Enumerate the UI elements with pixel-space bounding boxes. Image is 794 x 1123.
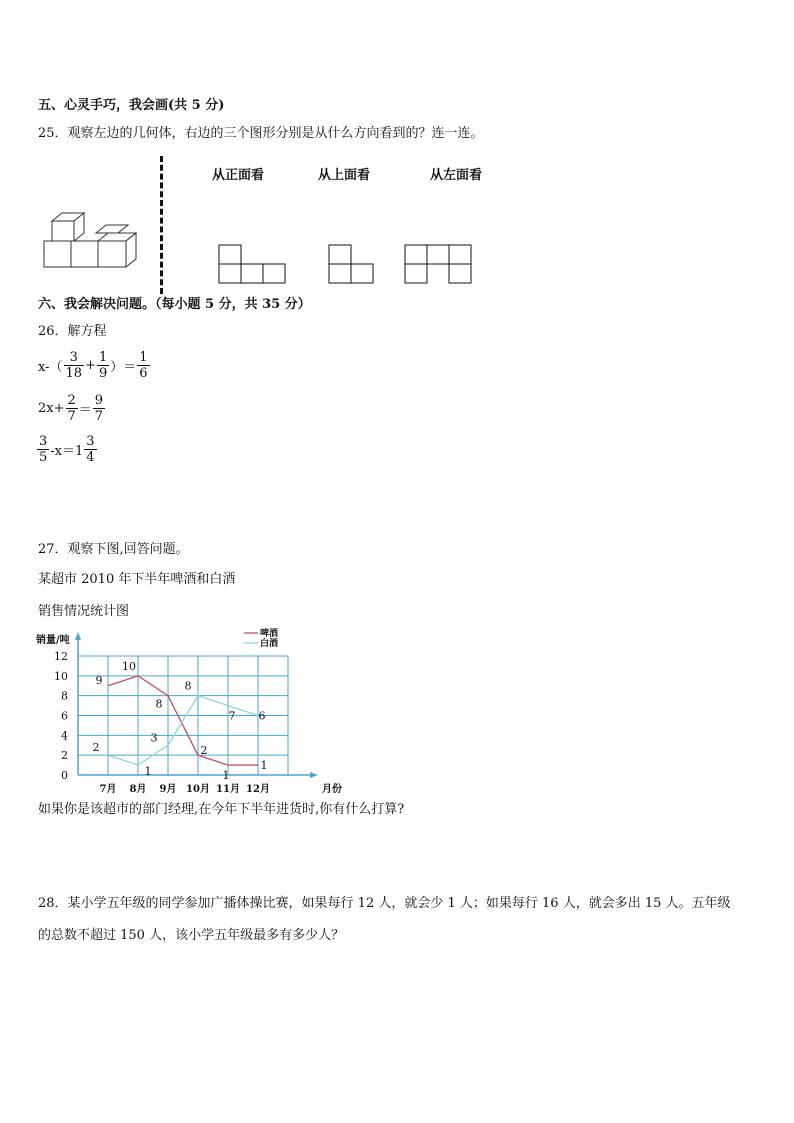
equation-1	[38, 350, 151, 381]
chart-title-line-2: 销售情况统计图	[38, 604, 130, 619]
eq3-mid: -x＝1	[50, 444, 84, 459]
y-tick-label: 0	[61, 769, 68, 782]
data-label: 7	[228, 709, 236, 723]
y-tick-label: 2	[61, 749, 68, 763]
front-view-label: 从正面看	[212, 168, 265, 183]
question-27: 27．观察下图,回答问题。	[38, 542, 189, 557]
data-label: 1	[144, 765, 152, 779]
eq1-prefix: x-（	[38, 360, 63, 375]
data-label: 8	[155, 697, 163, 711]
question-28-line-2: 的总数不超过 150 人，该小学五年级最多有多少人？	[38, 928, 345, 943]
dashed-divider	[160, 156, 163, 294]
cube-solid-figure	[40, 208, 140, 270]
top-view-label: 从上面看	[318, 168, 371, 183]
eq2-prefix: 2x+	[38, 401, 65, 416]
eq2-mid: ＝	[78, 403, 92, 418]
fraction: $\frac{1}{6}$	[139, 350, 148, 381]
y-tick-label: 4	[61, 729, 68, 743]
line-chart	[30, 628, 342, 798]
fraction: $\frac{3}{5}$	[39, 434, 48, 465]
data-label: 3	[150, 731, 158, 745]
eq1-plus: +	[85, 358, 96, 373]
fraction: $\frac{9}{7}$	[94, 393, 104, 424]
section6-heading: 六、我会解决问题。（每小题 5 分，共 35 分）	[38, 297, 311, 312]
x-tick-label: 10月	[186, 784, 210, 795]
view-shape-2	[328, 244, 378, 284]
chart-title-line-1: 某超市 2010 年下半年啤酒和白酒	[38, 572, 236, 587]
data-label: 2	[200, 744, 208, 758]
view-shape-3	[404, 244, 476, 284]
y-tick-label: 8	[61, 689, 68, 703]
eq1-mid: ）＝	[110, 360, 137, 375]
x-axis-arrow	[310, 772, 318, 778]
data-label: 9	[95, 673, 103, 687]
fraction: $\frac{1}{9}$	[98, 350, 108, 381]
fraction: $\frac{3}{18}$	[65, 350, 83, 381]
y-tick-label: 10	[54, 669, 68, 683]
data-label: 2	[92, 741, 100, 755]
question-28-line-1: 28．某小学五年级的同学参加广播体操比赛，如果每行 12 人，就会少 1 人；如果每行 16 人，就会多出 15 人。五年级	[38, 896, 731, 911]
legend-label: 啤酒	[260, 629, 279, 639]
data-label: 1	[260, 759, 268, 773]
data-label: 6	[258, 709, 266, 723]
equation-3	[36, 434, 98, 465]
question-26: 26．解方程	[38, 324, 107, 339]
x-tick-label: 7月	[99, 784, 117, 795]
data-label: 1	[222, 769, 230, 783]
fraction: $\frac{2}{7}$	[67, 393, 76, 424]
x-axis-label: 月份	[322, 784, 342, 795]
left-view-label: 从左面看	[430, 168, 483, 183]
y-axis-label: 销量/吨	[36, 635, 70, 646]
y-axis-arrow	[75, 632, 81, 640]
equation-2	[38, 393, 106, 424]
view-shape-1	[218, 244, 290, 284]
question-25: 25．观察左边的几何体，右边的三个图形分别是从什么方向看到的？连一连。	[38, 126, 484, 141]
x-tick-label: 9月	[159, 784, 177, 795]
x-tick-label: 12月	[246, 784, 270, 795]
legend-label: 白酒	[260, 639, 279, 649]
data-label: 8	[184, 679, 192, 693]
x-tick-label: 8月	[129, 784, 147, 795]
x-tick-label: 11月	[216, 784, 240, 795]
y-tick-label: 6	[61, 709, 68, 723]
question-27-prompt: 如果你是该超市的部门经理,在今年下半年进货时,你有什么打算?	[38, 802, 405, 817]
section5-heading: 五、心灵手巧，我会画(共 5 分)	[38, 98, 225, 113]
fraction: $\frac{3}{4}$	[86, 434, 95, 465]
y-tick-label: 12	[54, 650, 68, 663]
data-label: 10	[122, 659, 136, 673]
